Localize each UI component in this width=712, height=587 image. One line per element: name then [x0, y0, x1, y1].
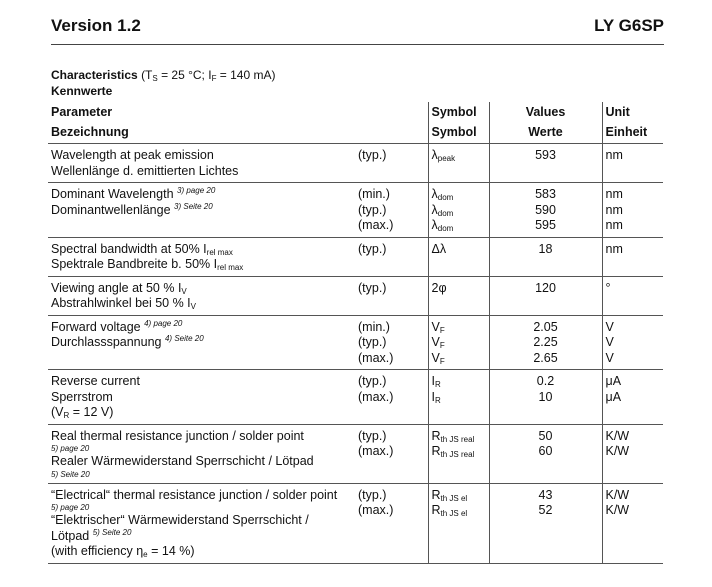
footnote-ref: 3) Seite 20 — [174, 201, 213, 211]
param-de-cont: Lötpad $^{5) Seite 20}$ — [51, 527, 132, 543]
param-cell — [48, 370, 355, 425]
symbol-cell — [428, 315, 489, 370]
condition: (typ.) — [358, 428, 387, 443]
footnote-ref: 4) page 20 — [144, 318, 183, 328]
subscript: R — [63, 411, 70, 420]
condition: (min.) — [358, 319, 390, 334]
subscript: F — [439, 341, 445, 350]
param-cell — [48, 183, 355, 238]
symbol-cell — [428, 144, 489, 183]
header-rule — [51, 44, 664, 45]
characteristics-table — [48, 102, 663, 564]
condition: (typ.) — [358, 202, 387, 217]
subscript: R — [434, 380, 441, 389]
cond-cell — [355, 237, 428, 276]
value: 50 — [538, 428, 553, 443]
param-cell — [48, 424, 355, 483]
col-unit: Unit — [602, 102, 663, 123]
unit-cell — [602, 315, 663, 370]
unit: nm — [605, 241, 623, 256]
unit: V — [605, 335, 614, 349]
col-symbol: Symbol — [428, 102, 489, 123]
unit-cell — [602, 276, 663, 315]
param-cell — [48, 237, 355, 276]
unit-cell — [602, 183, 663, 238]
subscript: dom — [437, 224, 454, 233]
subscript: rel max — [206, 247, 233, 257]
value: 2.65 — [533, 350, 558, 365]
value: 595 — [535, 218, 556, 232]
value: 593 — [535, 148, 556, 162]
unit: nm — [605, 218, 623, 232]
cond-cell — [355, 483, 428, 563]
table-row — [48, 144, 663, 183]
unit: nm — [605, 148, 623, 162]
param-de: Wellenlänge d. emittierten Lichtes — [51, 163, 239, 178]
param-cell — [48, 483, 355, 563]
unit: K/W — [605, 428, 630, 443]
value: 18 — [538, 241, 553, 256]
condition: (min.) — [358, 187, 390, 201]
symbol: $R_{th JS el}$ — [431, 487, 468, 503]
condition: (max.) — [358, 444, 394, 458]
cond-cell — [355, 315, 428, 370]
symbol: $V_F$ — [431, 319, 445, 335]
condition: (max.) — [358, 218, 394, 232]
param-en: Dominant Wavelength $^{3) page 20}$ — [51, 185, 216, 201]
condition: (max.) — [358, 503, 394, 517]
col-bezeichnung: Bezeichnung — [48, 123, 355, 144]
value: 583 — [535, 187, 556, 201]
unit: K/W — [605, 487, 630, 502]
subscript: dom — [437, 208, 454, 218]
unit: V — [605, 319, 614, 334]
values-cell — [489, 144, 602, 183]
subscript: V — [181, 286, 187, 296]
cond-cell — [355, 144, 428, 183]
symbol-cell — [428, 276, 489, 315]
value: 52 — [538, 503, 553, 517]
value: 590 — [535, 202, 556, 217]
symbol: $\lambda_{dom}$ — [431, 187, 454, 202]
unit-cell — [602, 483, 663, 563]
values-cell — [489, 315, 602, 370]
symbol: $R_{th JS el}$ — [431, 503, 468, 518]
param-en: Forward voltage $^{4) page 20}$ — [51, 318, 183, 334]
symbol: $R_{th JS real}$ — [431, 444, 475, 459]
values-cell — [489, 183, 602, 238]
symbol: $\lambda_{dom}$ — [431, 202, 454, 218]
table-row — [48, 183, 663, 238]
param-en: Reverse current — [51, 374, 140, 388]
unit-cell — [602, 237, 663, 276]
unit: nm — [605, 187, 623, 201]
footnote-ref: 5) page 20 — [51, 503, 90, 512]
param-cell — [48, 144, 355, 183]
param-de: Durchlassspannung $^{4) Seite 20}$ — [51, 333, 204, 349]
table-row — [48, 483, 663, 563]
cond-cell — [355, 183, 428, 238]
subscript: th JS real — [440, 434, 475, 444]
param-en: Spectral bandwidth at 50% $I_{rel max}$ — [51, 241, 233, 257]
part-number: LY G6SP — [594, 16, 664, 35]
footnote-ref: 5) page 20 — [51, 444, 90, 453]
cond-cell — [355, 276, 428, 315]
unit: nm — [605, 202, 623, 217]
value: 0.2 — [536, 374, 555, 388]
symbol: $\lambda_{dom}$ — [431, 218, 454, 233]
table-row — [48, 315, 663, 370]
symbol: 2φ — [431, 280, 447, 295]
symbol-cell — [428, 237, 489, 276]
values-cell — [489, 276, 602, 315]
footnote-ref: 5) Seite 20 — [92, 527, 132, 537]
unit-cell — [602, 424, 663, 483]
subscript: dom — [437, 193, 454, 202]
param-condition: ($V_R = 12$ V) — [51, 405, 114, 420]
subscript: th JS real — [440, 450, 475, 459]
condition: (typ.) — [358, 335, 387, 349]
subscript: rel max — [217, 263, 244, 272]
symbol-cell — [428, 424, 489, 483]
unit: K/W — [605, 444, 630, 458]
subscript: peak — [437, 154, 456, 163]
condition: (typ.) — [358, 374, 387, 388]
table-row — [48, 276, 663, 315]
unit-cell — [602, 370, 663, 425]
subscript: e — [143, 550, 148, 559]
value: 43 — [538, 487, 553, 502]
col-parameter: Parameter — [51, 105, 113, 119]
conditions: ($T_S = 25$ °C; $I_F = 140$ mA) — [141, 68, 276, 83]
cond-cell — [355, 370, 428, 425]
subscript: R — [434, 395, 441, 405]
param-de: Realer Wärmewiderstand Sperrschicht / Lötpad — [51, 454, 314, 468]
subscript: F — [439, 325, 445, 335]
page-header — [51, 16, 664, 38]
value: 2.05 — [533, 319, 558, 334]
param-de: “Elektrischer“ Wärmewiderstand Sperrschicht / — [51, 513, 309, 527]
subscript: V — [190, 302, 196, 311]
param-cell — [48, 276, 355, 315]
col-symbol-de: Symbol — [428, 123, 489, 144]
col-values: Values — [489, 102, 602, 123]
symbol-cell — [428, 483, 489, 563]
table-row — [48, 424, 663, 483]
values-cell — [489, 424, 602, 483]
col-einheit: Einheit — [602, 123, 663, 144]
condition: (typ.) — [358, 148, 387, 162]
symbol-cell — [428, 370, 489, 425]
param-en: Real thermal resistance junction / solder point — [51, 428, 304, 443]
unit: K/W — [605, 503, 630, 517]
value: 2.25 — [533, 335, 558, 349]
condition: (typ.) — [358, 280, 387, 295]
symbol: $V_F$ — [431, 350, 445, 366]
param-en: Viewing angle at 50 % $I_V$ — [51, 280, 187, 296]
param-condition: (with efficiency $\eta_e = 14$ %) — [51, 544, 195, 559]
param-en: “Electrical“ thermal resistance junction / solder point — [51, 487, 338, 502]
condition: (max.) — [358, 350, 394, 365]
param-cell — [48, 315, 355, 370]
value: 120 — [535, 280, 556, 295]
param-en: Wavelength at peak emission — [51, 148, 214, 162]
symbol: $I_R$ — [431, 374, 441, 389]
subscript: th JS el — [440, 509, 468, 518]
cond-cell — [355, 424, 428, 483]
values-cell — [489, 483, 602, 563]
header-row-en — [48, 102, 663, 123]
symbol: $I_R$ — [431, 389, 441, 405]
unit: V — [605, 350, 614, 365]
param-de: Dominantwellenlänge $^{3) Seite 20}$ — [51, 201, 213, 217]
unit-cell — [602, 144, 663, 183]
version-label: Version 1.2 — [51, 16, 141, 35]
section-title — [51, 68, 275, 82]
value: 10 — [538, 389, 553, 404]
condition: (typ.) — [358, 487, 387, 502]
condition: (typ.) — [358, 241, 387, 256]
table-row — [48, 237, 663, 276]
unit: μA — [605, 389, 622, 404]
footnote-ref: 5) Seite 20 — [51, 469, 90, 479]
condition: (max.) — [358, 389, 394, 404]
symbol: $V_F$ — [431, 335, 445, 350]
symbol: $R_{th JS real}$ — [431, 428, 475, 444]
values-cell — [489, 237, 602, 276]
table-row — [48, 370, 663, 425]
footnote-ref: 3) page 20 — [177, 185, 216, 195]
symbol: Δλ — [431, 241, 447, 256]
subscript: th JS el — [440, 493, 468, 503]
section-subtitle: Kennwerte — [51, 84, 113, 98]
header-row-de — [48, 123, 663, 144]
unit: μA — [605, 374, 622, 388]
section-title-text: Characteristics — [51, 68, 138, 82]
param-de: Sperrstrom — [51, 389, 113, 404]
param-de: Spektrale Bandbreite b. 50% $I_{rel max}$ — [51, 257, 244, 272]
symbol-cell — [428, 183, 489, 238]
footnote-ref: 4) Seite 20 — [164, 333, 204, 343]
subscript: F — [439, 356, 445, 366]
symbol: $\lambda_{peak}$ — [431, 148, 456, 163]
param-de: Abstrahlwinkel bei 50 % $I_V$ — [51, 296, 196, 311]
values-cell — [489, 370, 602, 425]
col-werte: Werte — [489, 123, 602, 144]
unit: ° — [605, 280, 611, 295]
value: 60 — [538, 444, 553, 458]
